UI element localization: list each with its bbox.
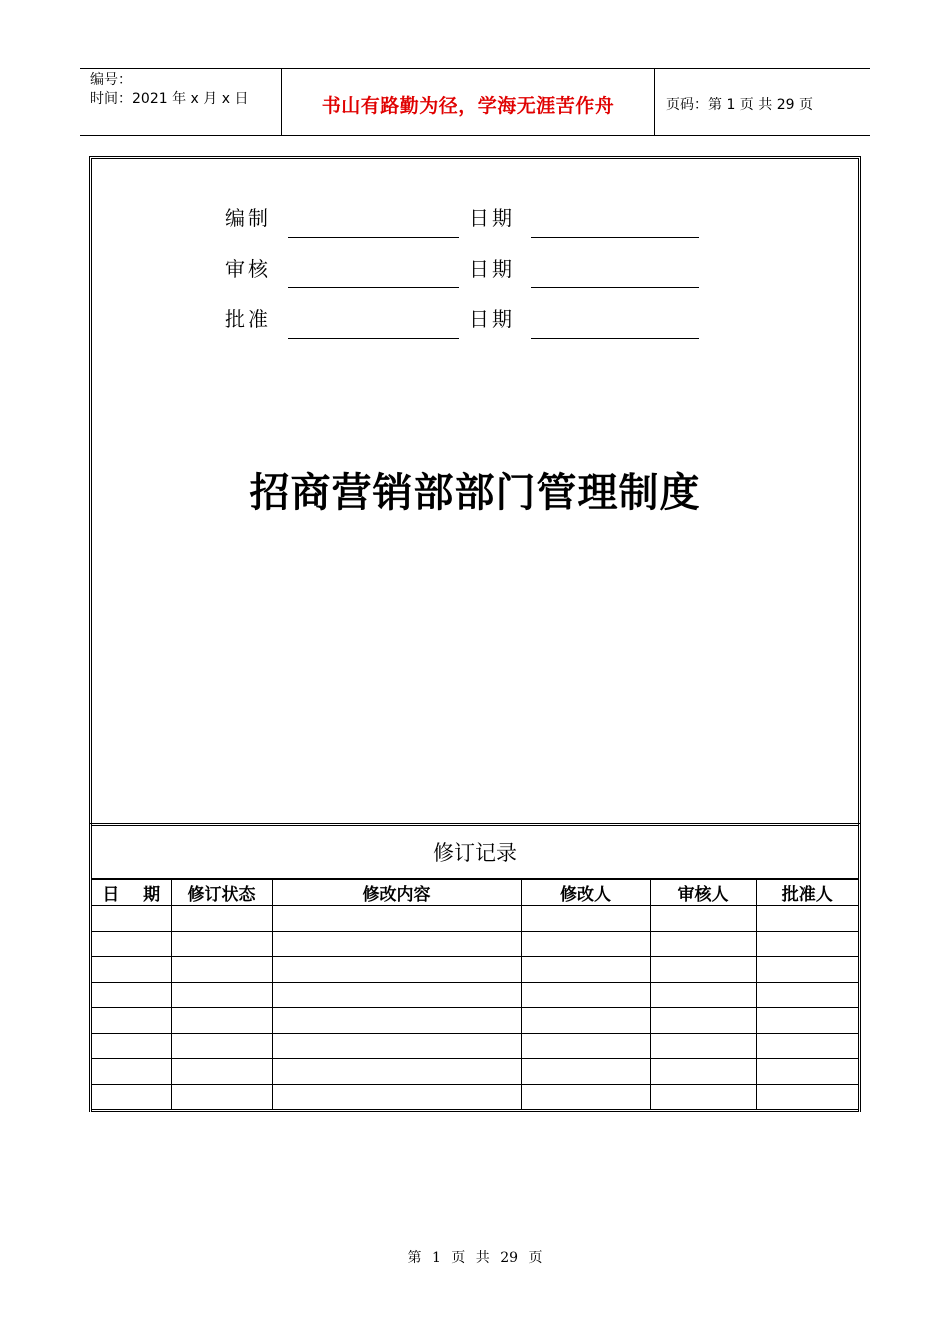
table-cell[interactable] xyxy=(92,1084,171,1111)
table-cell[interactable] xyxy=(171,931,272,957)
table-cell[interactable] xyxy=(650,931,756,957)
revision-record xyxy=(89,823,861,1112)
table-cell[interactable] xyxy=(272,1033,521,1059)
table-cell[interactable] xyxy=(272,906,521,932)
signoff-label-compile: 编制 xyxy=(225,206,271,230)
table-cell[interactable] xyxy=(171,1033,272,1059)
page-header xyxy=(80,68,870,136)
signoff-line[interactable] xyxy=(288,338,459,339)
signoff-label-approve: 批准 xyxy=(225,307,271,331)
table-cell[interactable] xyxy=(272,957,521,983)
revision-header-row xyxy=(92,880,858,906)
table-cell[interactable] xyxy=(521,1033,650,1059)
table-cell[interactable] xyxy=(756,1008,858,1034)
column-header-content: 修改内容 xyxy=(272,880,521,906)
table-cell[interactable] xyxy=(521,931,650,957)
table-row xyxy=(92,1084,858,1111)
table-cell[interactable] xyxy=(92,982,171,1008)
column-header-approver: 批准人 xyxy=(756,880,858,906)
table-cell[interactable] xyxy=(272,982,521,1008)
table-cell[interactable] xyxy=(521,982,650,1008)
table-cell[interactable] xyxy=(171,957,272,983)
table-cell[interactable] xyxy=(756,931,858,957)
table-cell[interactable] xyxy=(92,906,171,932)
table-cell[interactable] xyxy=(171,1008,272,1034)
header-meta xyxy=(90,71,248,109)
table-cell[interactable] xyxy=(756,1033,858,1059)
table-cell[interactable] xyxy=(756,1059,858,1085)
page-footer: 第 1 页 共 29 页 xyxy=(407,1250,543,1266)
column-header-date: 日 期 xyxy=(92,880,171,906)
table-cell[interactable] xyxy=(171,982,272,1008)
table-cell[interactable] xyxy=(272,1084,521,1111)
document-title: 招商营销部部门管理制度 xyxy=(249,469,701,516)
table-cell[interactable] xyxy=(171,906,272,932)
table-row xyxy=(92,1059,858,1085)
cover-frame xyxy=(89,156,861,826)
column-header-reviewer: 审核人 xyxy=(650,880,756,906)
column-header-modifier: 修改人 xyxy=(521,880,650,906)
revision-table xyxy=(92,879,858,1112)
header-page-info: 页码：第 1 页 共 29 页 xyxy=(666,97,813,113)
header-motto: 书山有路勤为径，学海无涯苦作舟 xyxy=(321,95,615,117)
serial-number-label: 编号： xyxy=(90,72,132,88)
table-cell[interactable] xyxy=(272,1008,521,1034)
table-row xyxy=(92,982,858,1008)
header-divider xyxy=(654,69,655,136)
table-cell[interactable] xyxy=(272,1059,521,1085)
table-cell[interactable] xyxy=(521,906,650,932)
signoff-line[interactable] xyxy=(288,287,459,288)
signoff-date-line[interactable] xyxy=(531,287,699,288)
table-cell[interactable] xyxy=(650,906,756,932)
table-row xyxy=(92,931,858,957)
signoff-date-label: 日期 xyxy=(469,257,515,281)
table-cell[interactable] xyxy=(650,957,756,983)
table-cell[interactable] xyxy=(171,1084,272,1111)
table-row xyxy=(92,957,858,983)
table-cell[interactable] xyxy=(521,1059,650,1085)
table-cell[interactable] xyxy=(650,1008,756,1034)
table-cell[interactable] xyxy=(756,982,858,1008)
table-cell[interactable] xyxy=(756,906,858,932)
signoff-date-line[interactable] xyxy=(531,237,699,238)
table-cell[interactable] xyxy=(521,957,650,983)
table-cell[interactable] xyxy=(650,1059,756,1085)
revision-table-body xyxy=(92,906,858,1111)
table-cell[interactable] xyxy=(650,1084,756,1111)
signoff-label-review: 审核 xyxy=(225,257,271,281)
revision-title: 修订记录 xyxy=(92,826,858,879)
table-cell[interactable] xyxy=(272,931,521,957)
table-cell[interactable] xyxy=(650,982,756,1008)
table-row xyxy=(92,1033,858,1059)
signoff-date-label: 日期 xyxy=(469,206,515,230)
table-cell[interactable] xyxy=(92,957,171,983)
table-cell[interactable] xyxy=(521,1084,650,1111)
table-cell[interactable] xyxy=(756,1084,858,1111)
signoff-line[interactable] xyxy=(288,237,459,238)
table-cell[interactable] xyxy=(171,1059,272,1085)
table-cell[interactable] xyxy=(650,1033,756,1059)
signoff-date-line[interactable] xyxy=(531,338,699,339)
table-cell[interactable] xyxy=(92,931,171,957)
table-cell[interactable] xyxy=(92,1059,171,1085)
table-cell[interactable] xyxy=(92,1033,171,1059)
table-cell[interactable] xyxy=(92,1008,171,1034)
table-row xyxy=(92,1008,858,1034)
table-row xyxy=(92,906,858,932)
column-header-status: 修订状态 xyxy=(171,880,272,906)
time-label: 时间：2021 年 x 月 x 日 xyxy=(90,91,249,107)
table-cell[interactable] xyxy=(521,1008,650,1034)
table-cell[interactable] xyxy=(756,957,858,983)
signoff-date-label: 日期 xyxy=(469,307,515,331)
